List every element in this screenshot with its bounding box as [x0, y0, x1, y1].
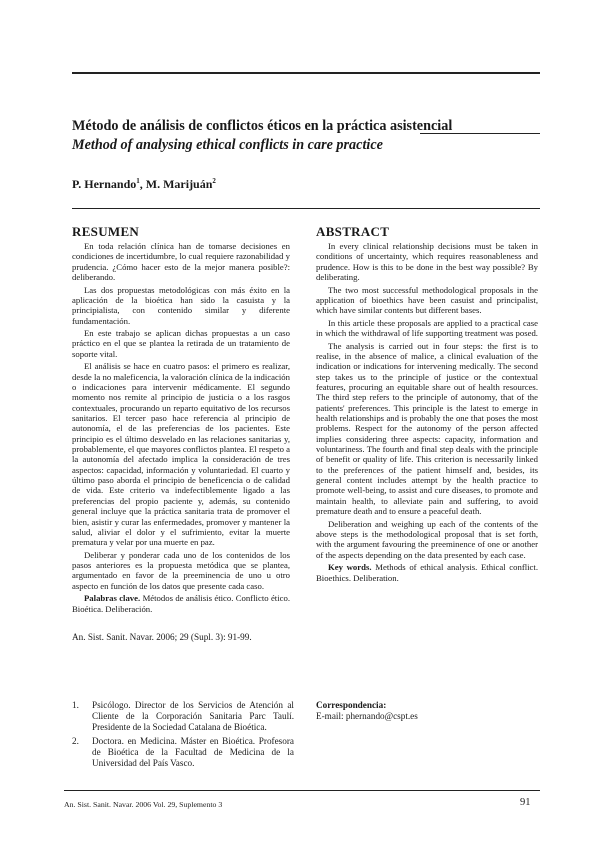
page-number: 91 — [520, 797, 531, 808]
footer-journal: An. Sist. Sanit. Navar. 2006 Vol. 29, Suplemento 3 — [64, 800, 223, 809]
author-2-name: M. Marijuán — [145, 177, 213, 191]
resumen-paragraph: El análisis se hace en cuatro pasos: el primero es realizar, desde la no maleficencia, la valoración clínica de la indicación o indicaciones para intervenir médicamente. El segundo momento nos remite al principio de justicia o a los rasgos contextuales, procurando un reparto equitativo de los recursos sanitarios. El tercer paso hace referencia al principio de autonomía, el de las preferencias de los pacientes. Este principio es el último desvelado en las relaciones sanitarias y, probablemente, el que mayores conflictos plantea. El respeto a la autonomía del afectado implica la consideración de tres aspectos: capacidad, información y voluntariedad. El cuarto y último paso aborda el principio de beneficencia o de calidad de vida. Este criterio va indefectiblemente ligado a las preferencias del propio paciente y, además, su contenido general incluye que la práctica sanitaria trata de promover el bien, asistir y curar las enfermedades, promover y mantener la salud, aliviar el dolor y el sufrimiento, evitar la muerte prematura y velar por una muerte en paz. — [72, 361, 290, 548]
bottom-rule — [64, 790, 540, 791]
title-spanish: Método de análisis de conflictos éticos en la práctica asistencial — [72, 118, 453, 134]
authors-rule — [72, 208, 540, 209]
footnote-text: Psicólogo. Director de los Servicios de Atención al Cliente de la Corporación Sanitaria Parc Taulí. Presidente de la Sociedad Catalana de Bioética. — [92, 700, 294, 732]
author-1-affiliation: 1 — [136, 177, 140, 185]
resumen-paragraph: Deliberar y ponderar cada uno de los contenidos de los pasos anteriores es la propuesta metódica que se plantea, argumentado en favor de la preeminencia de uno u otro aspecto en función de los datos que presente cada caso. — [72, 549, 290, 591]
correspondence-heading: Correspondencia: — [316, 700, 387, 710]
abstract-paragraph: Deliberation and weighing up each of the contents of the above steps is the methodological proposal that is set forth, with the argument favouring the preeminence of one or another of the aspects depending on the data presented by each case. — [316, 518, 538, 560]
author-1-name: P. Hernando — [72, 177, 137, 191]
affiliations — [72, 700, 294, 772]
resumen-keywords-text: Métodos de análisis ético. Conflicto ético. Bioética. Deliberación. — [72, 593, 291, 614]
title-english: Method of analysing ethical conflicts in care practice — [72, 137, 383, 153]
abstract-keywords — [316, 562, 538, 583]
author-2-affiliation: 2 — [212, 177, 216, 185]
footnote-number: 1. — [72, 700, 79, 710]
abstract-paragraph: The analysis is carried out in four steps: the first is to realise, in the absence of malice, a clinical evaluation of the indication or indications for intervening medically. The second step takes us to the principle of justice or the contextual features, procuring an equitable share out of health resources. The third step refers to the principle of autonomy, that of the patients' preferences. This principle is the latest to emerge in health relationships and is probably the one that poses the most problems. Respect for the autonomy of the person affected implies considering three aspects: capacity, information and voluntariness. The fourth and final step deals with the principle of benefit or quality of life. This criterion is necessarily linked to the preferences of the patient himself and, besides, its general content includes attempt by the health practice to promote well-being, to assist and cure diseases, to promote and maintain health, to alleviate pain and suffering, to avoid premature death and to ensure a peaceful death. — [316, 340, 538, 517]
footnote-item — [72, 736, 294, 769]
footnote-number: 2. — [72, 736, 79, 746]
abstract-keywords-label: Key words. — [328, 562, 372, 573]
resumen-paragraph: En toda relación clínica han de tomarse decisiones en condiciones de incertidumbre, lo cual requiere razonabilidad y prudencia. ¿Cómo hacer esto de la mejor manera posible?: deliberando. — [72, 241, 290, 283]
footnote-item — [72, 700, 294, 733]
resumen-paragraph: En este trabajo se aplican dichas propuestas a un caso práctico en el que se plantea la retirada de un tratamiento de soporte vital. — [72, 328, 290, 359]
abstract-paragraph: In every clinical relationship decisions must be taken in conditions of uncertainty, which requires reasonableness and prudence. How is this to be done in the best way possible? By deliberating. — [316, 241, 538, 283]
abstract-keywords-text: Methods of ethical analysis. Ethical conflict. Bioethics. Deliberation. — [316, 562, 539, 583]
top-rule — [72, 72, 540, 74]
resumen-body — [72, 241, 290, 616]
authors: P. Hernando$^1$, M. Marijuán$^2$ — [72, 177, 216, 191]
abstract-heading: ABSTRACT — [316, 224, 390, 239]
resumen-keywords-label: Palabras clave. — [84, 593, 141, 604]
resumen-paragraph: Las dos propuestas metodológicas con más éxito en la aplicación de la bioética han sido la casuista y la principialista, con contenido similar y diferente fundamentación. — [72, 284, 290, 326]
citation: An. Sist. Sanit. Navar. 2006; 29 (Supl. 3): 91-99. — [72, 632, 252, 642]
correspondence-email[interactable]: E-mail: phernando@cspt.es — [316, 711, 418, 721]
abstract-body — [316, 241, 538, 585]
footnote-text: Doctora. en Medicina. Máster en Bioética. Profesora de Bioética de la Facultad de Medicina de la Universidad del País Vasco. — [92, 736, 294, 768]
resumen-heading: RESUMEN — [72, 224, 140, 239]
abstract-paragraph: The two most successful methodological proposals in the application of bioethics have been casuist and principalist, which have similar contents but different bases. — [316, 284, 538, 316]
abstract-paragraph: In this article these proposals are applied to a practical case in which the withdrawal of life supporting treatment was posed. — [316, 317, 538, 339]
resumen-keywords — [72, 593, 290, 614]
correspondence — [316, 700, 538, 722]
